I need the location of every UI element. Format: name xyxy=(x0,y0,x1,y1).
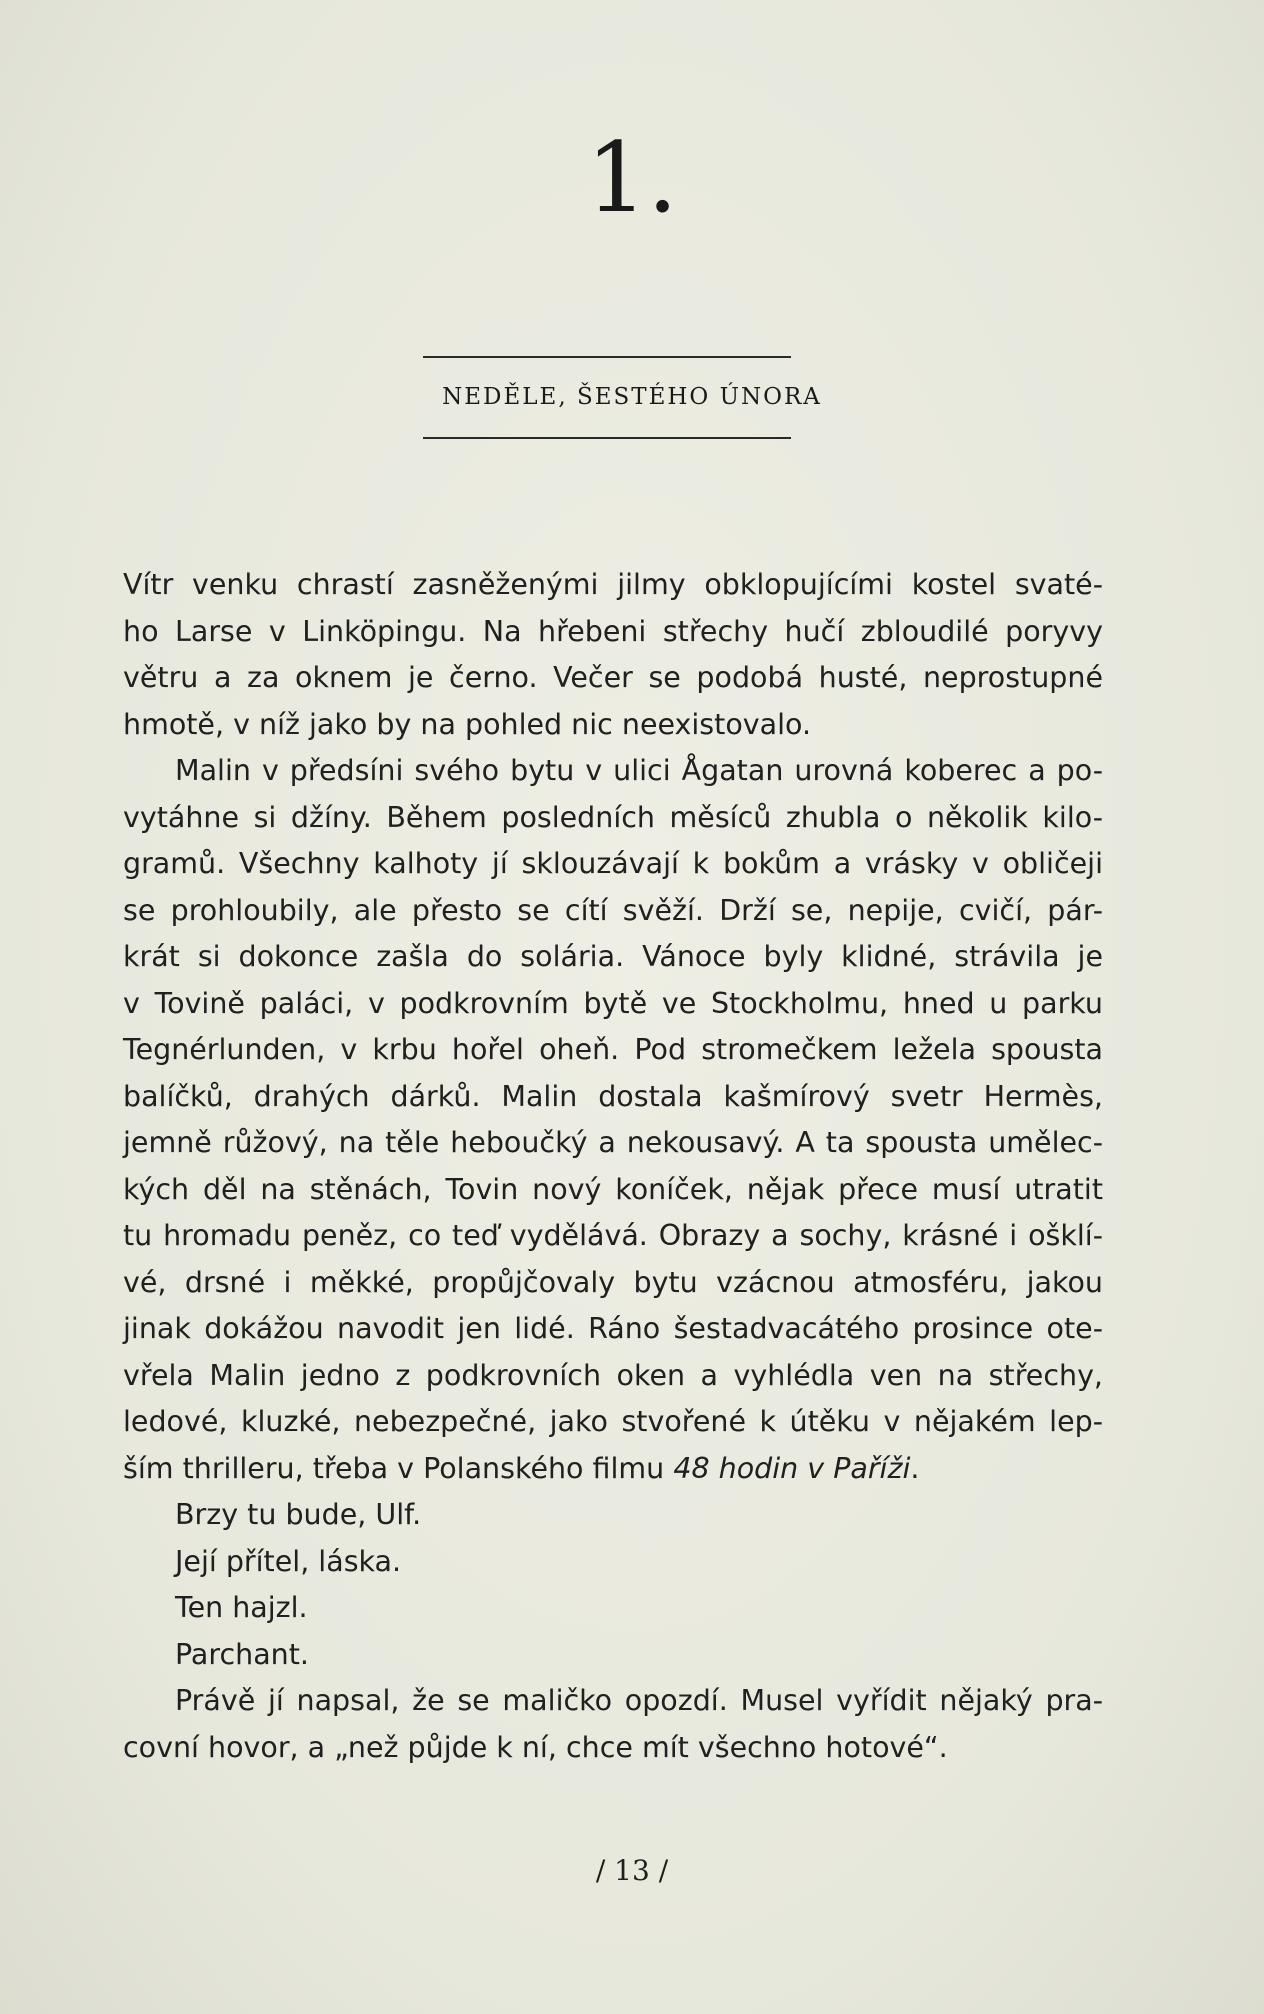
text-line: Její přítel, láska. xyxy=(175,1544,402,1578)
text-line: Ten hajzl. xyxy=(175,1591,308,1624)
text-line: vřela Malin jedno z podkrovních oken a vyhlédla ven na střechy, xyxy=(123,1358,1103,1392)
text-line: Brzy tu bude, Ulf. xyxy=(175,1498,422,1531)
text-line: jinak dokážou navodit jen lidé. Ráno šestadvacátého prosince ote- xyxy=(123,1312,1103,1345)
chapter-rule-top xyxy=(423,356,791,358)
text-line: v Tovině paláci, v podkrovním bytě ve Stockholmu, hned u parku xyxy=(123,986,1103,1020)
text-line: krát si dokonce zašla do solária. Vánoce byly klidné, strávila je xyxy=(123,940,1103,973)
text-line-start: ším thrilleru, třeba v Polanského filmu xyxy=(123,1451,674,1485)
text-line: větru a za oknem je černo. Večer se podobá husté, neprostupné xyxy=(123,661,1103,694)
chapter-rule-bottom xyxy=(423,437,791,439)
text-line: gramů. Všechny kalhoty jí sklouzávají k bokům a vrásky v obličeji xyxy=(123,847,1103,880)
body-text xyxy=(123,562,1103,1771)
text-line: tu hromadu peněz, co teď vydělává. Obrazy a sochy, krásné i ošklí- xyxy=(123,1219,1103,1252)
text-line: covní hovor, a „než půjde k ní, chce mít všechno hotové“. xyxy=(123,1730,948,1764)
text-line: ho Larse v Linköpingu. Na hřebeni střechy hučí zbloudilé poryvy xyxy=(123,614,1103,648)
chapter-subtitle: NEDĚLE, ŠESTÉHO ÚNORA xyxy=(442,384,822,410)
page-number: / 13 / xyxy=(595,1854,669,1887)
text-line: kých děl na stěnách, Tovin nový koníček, nějak přece musí utratit xyxy=(123,1172,1103,1206)
text-line-end: . xyxy=(910,1451,920,1485)
text-line: jemně růžový, na těle heboučký a nekousavý. A ta spousta umělec- xyxy=(123,1126,1103,1159)
text-line: Vítr venku chrastí zasněženými jilmy obklopujícími kostel svaté- xyxy=(123,568,1103,601)
text-line: Právě jí napsal, že se maličko opozdí. Musel vyřídit nějaký pra- xyxy=(175,1684,1103,1717)
text-line: Tegnérlunden, v krbu hořel oheň. Pod stromečkem ležela spousta xyxy=(123,1033,1103,1066)
text-line: balíčků, drahých dárků. Malin dostala kašmírový svetr Hermès, xyxy=(123,1079,1103,1113)
text-line: vé, drsné i měkké, propůjčovaly bytu vzácnou atmosféru, jakou xyxy=(123,1265,1103,1299)
text-line-with-film-title xyxy=(123,1446,1103,1493)
text-line: vytáhne si džíny. Během posledních měsíců zhubla o několik kilo- xyxy=(123,800,1103,834)
chapter-number: 1. xyxy=(586,122,678,234)
text-line: hmotě, v níž jako by na pohled nic neexistovalo. xyxy=(123,707,812,741)
text-line: Parchant. xyxy=(175,1637,309,1671)
text-line: se prohloubily, ale přesto se cítí svěží. Drží se, nepije, cvičí, pár- xyxy=(123,893,1103,927)
film-title: 48 hodin v Paříži xyxy=(673,1451,911,1485)
text-line: Malin v předsíni svého bytu v ulici Ågatan urovná koberec a po- xyxy=(175,754,1103,787)
text-line: ledové, kluzké, nebezpečné, jako stvořené k útěku v nějakém lep- xyxy=(123,1405,1103,1438)
